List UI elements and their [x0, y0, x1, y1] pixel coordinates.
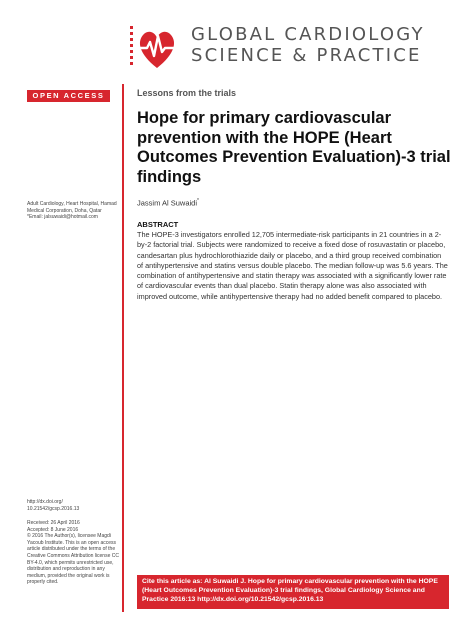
column-divider: [122, 84, 124, 612]
abstract-heading: ABSTRACT: [137, 220, 179, 229]
doi-line-1: http://dx.doi.org/: [27, 499, 63, 505]
affiliation-text: Adult Cardiology, Heart Hospital, Hamad Medical Corporation, Doha, Qatar: [27, 201, 117, 214]
article-title: Hope for primary cardiovascular prevention with the HOPE (Heart Outcomes Prevention Evaluation)-3 trial findings: [137, 109, 451, 186]
doi-link[interactable]: [27, 499, 119, 512]
section-label: Lessons from the trials: [137, 88, 237, 98]
author-name: Jassim Al Suwaidi: [137, 198, 198, 208]
affiliation: [27, 201, 119, 221]
citation-box: Cite this article as: Al Suwaidi J. Hope for primary cardiovascular prevention with the HOPE (Heart Outcomes Prevention Evaluation)-3 trial findings, Global Cardiology Science and Practice 2016:13 http://dx.doi.org/10.21542/gcsp.2016.13: [137, 575, 449, 609]
license-text: © 2016 The Author(s), licensee Magdi Yacoub Institute. This is an open access article distributed under the terms of the Creative Commons Attribution license CC BY-4.0, which permits unrestricted use, distribution and reproduction in any medium, provided the original work is properly cited.: [27, 533, 119, 586]
journal-name-line-1: GLOBAL CARDIOLOGY: [191, 24, 425, 45]
author-line: [137, 198, 199, 208]
author-mark: *: [197, 198, 199, 204]
author-email[interactable]: *Email: jalsuwaidi@hotmail.com: [27, 214, 98, 221]
journal-name: [191, 24, 471, 66]
publication-info: [27, 520, 119, 586]
accepted-date: Accepted: 8 June 2016: [27, 526, 79, 533]
journal-name-line-2: SCIENCE & PRACTICE: [191, 45, 422, 66]
doi-line-2: 10.21542/gcsp.2016.13: [27, 505, 80, 512]
journal-logo-icon: [129, 24, 181, 70]
received-date: Received: 26 April 2016: [27, 520, 80, 526]
open-access-badge: OPEN ACCESS: [27, 90, 110, 102]
abstract-body: The HOPE-3 investigators enrolled 12,705 intermediate-risk participants in 21 countries in a 2-by-2 factorial trial. Subjects were randomized to receive a fixed dose of rosuvastatin or placebo, candesartan plus hydrochlorothiazide daily or placebo, and a third group received combination of antihypertensive and statins versus double placebo. The median follow-up was 5.6 years. The combination of antihypertensive and statin therapy was associated with a significantly lower rate of cardiovascular events than dual placebo. Statin therapy alone was also associated with improved outcome, while antihypertensive therapy had no added benefit compared to placebo.: [137, 230, 448, 301]
